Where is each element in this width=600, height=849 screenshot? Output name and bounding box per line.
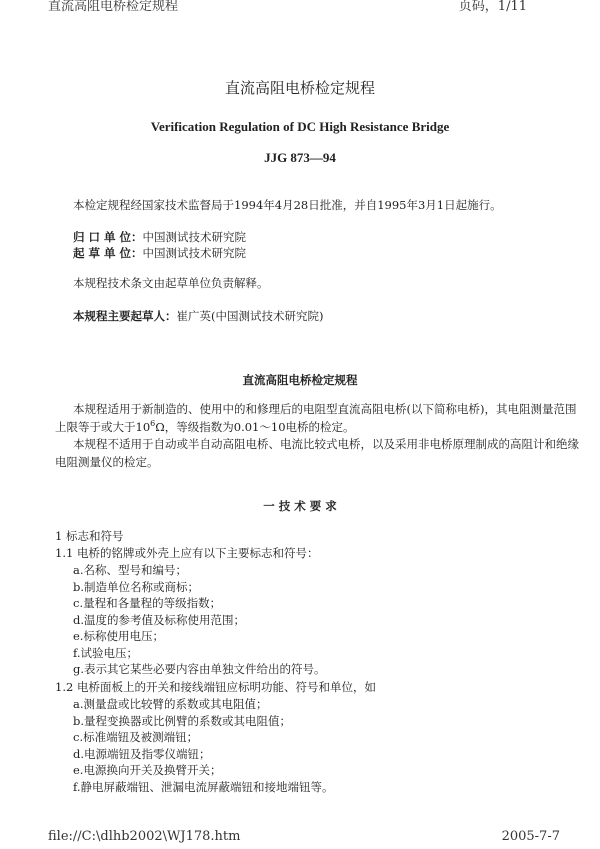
list-item: b.量程变换器或比例臂的系数或其电阻值； <box>73 713 292 728</box>
paragraph-line <box>55 420 355 434</box>
list-item: a.测量盘或比较臂的系数或其电阻值； <box>73 697 268 711</box>
chapter-title: 一 技 术 要 求 <box>263 499 337 513</box>
footer-date: 2005-7-7 <box>501 829 560 844</box>
dept-drafting <box>73 246 246 260</box>
list-item: g.表示其它某些必要内容由单独文件给出的符号。 <box>73 662 326 676</box>
doc-code: JJG 873—94 <box>264 150 336 165</box>
text: 上限等于或大于10 <box>55 420 151 434</box>
list-item: e.电源换向开关及换臂开关； <box>73 763 222 777</box>
clause-1: 1 标志和符号 <box>55 529 124 543</box>
header-title: 直流高阻电桥检定规程 <box>48 0 179 14</box>
approval-text: 本检定规程经国家技术监督局于1994年4月28日批准，并自1995年3月1日起施行。 <box>73 198 502 212</box>
paragraph-line: 本规程适用于新制造的、使用中的和修理后的电阻型直流高阻电桥(以下简称电桥)，其电阻测量范围 <box>73 402 577 416</box>
paragraph-line: 本规程不适用于自动或半自动高阻电桥、电流比较式电桥，以及采用非电桥原理制成的高阻计和绝缘 <box>73 437 579 451</box>
label: 归 口 单 位： <box>73 230 143 244</box>
label: 本规程主要起草人： <box>73 309 177 323</box>
page-number: 页码，1/11 <box>458 0 527 14</box>
list-item: d.温度的参考值及标称使用范围； <box>73 612 246 627</box>
dept-responsible <box>73 230 246 244</box>
value: 中国测试技术研究院 <box>142 246 247 260</box>
list-item: f.静电屏蔽端钮、泄漏电流屏蔽端钮和接地端钮等。 <box>73 779 334 794</box>
value: 崔广英(中国测试技术研究院) <box>176 309 324 323</box>
clause-1-1: 1.1 电桥的铭牌或外壳上应有以下主要标志和符号： <box>55 546 319 560</box>
clause-1-2: 1.2 电桥面板上的开关和接线端钮应标明功能、符号和单位，如 <box>55 680 376 694</box>
paragraph-line: 电阻测量仪的检定。 <box>55 455 159 469</box>
exponent: 6 <box>150 419 156 429</box>
doc-title-en: Verification Regulation of DC High Resistance Bridge <box>150 119 450 134</box>
list-item: d.电源端钮及指零仪端钮； <box>73 746 211 761</box>
value: 中国测试技术研究院 <box>142 230 247 244</box>
interpretation-text: 本规程技术条文由起草单位负责解释。 <box>73 276 269 290</box>
footer-path: file://C:\dlhb2002\WJ178.htm <box>48 829 241 844</box>
list-item: e.标称使用电压； <box>73 629 164 643</box>
list-item: c.量程和各量程的等级指数； <box>73 596 222 610</box>
list-item: c.标准端钮及被测端钮； <box>73 730 199 744</box>
drafter <box>73 309 323 323</box>
list-item: b.制造单位名称或商标； <box>73 579 200 594</box>
label: 起 草 单 位： <box>73 246 143 260</box>
list-item: f.试验电压； <box>73 645 139 660</box>
text: Ω，等级指数为0.01～10电桥的检定。 <box>155 420 355 434</box>
section-title: 直流高阻电桥检定规程 <box>242 373 358 387</box>
list-item: a.名称、型号和编号； <box>73 563 188 577</box>
doc-title-cn: 直流高阻电桥检定规程 <box>224 79 375 97</box>
